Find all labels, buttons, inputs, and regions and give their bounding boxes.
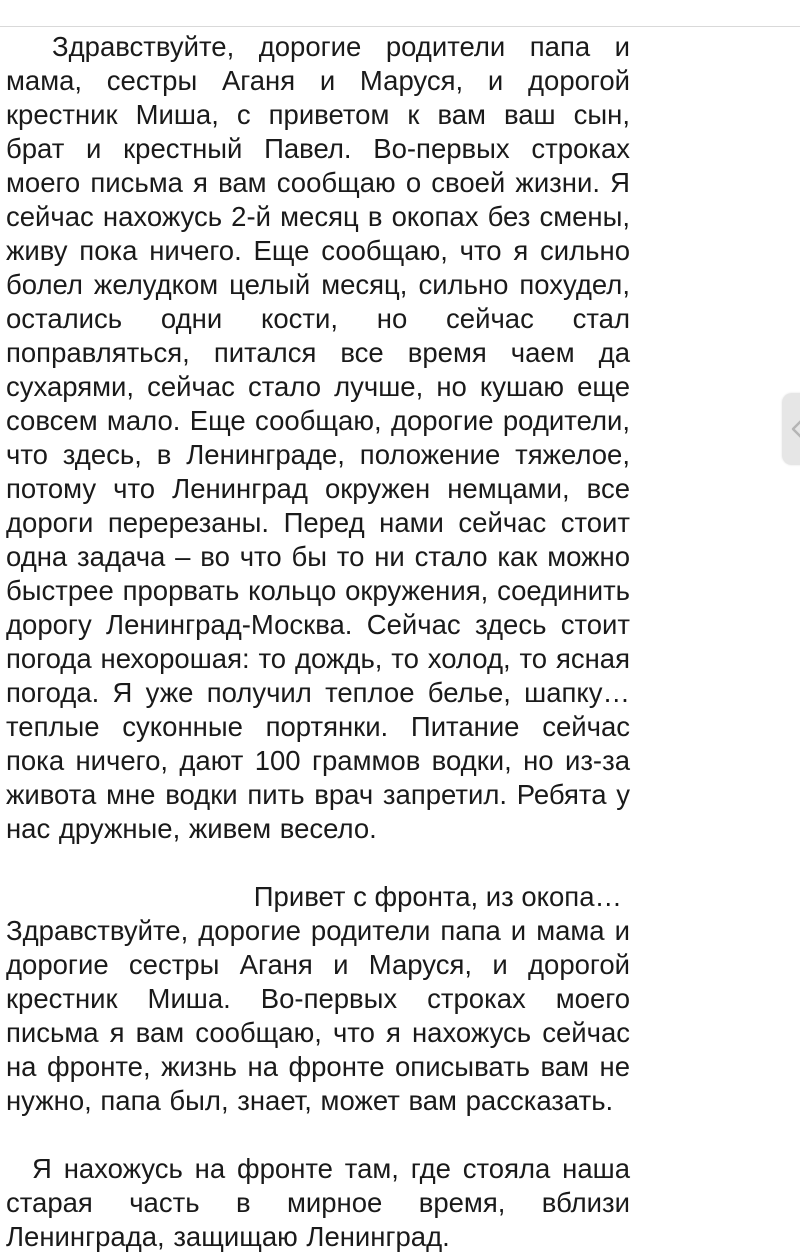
document-body bbox=[6, 30, 630, 1254]
side-panel-handle[interactable] bbox=[782, 393, 800, 465]
letter-paragraph-2: Здравствуйте, дорогие родители папа и мама и дорогие сестры Аганя и Маруся, и дорогой крестник Миша. Во-первых строках моего письма я вам сообщаю, что я нахожусь сейчас на фронте, жизнь на фронте описывать вам не нужно, папа был, знает, может вам рассказать. bbox=[6, 915, 630, 1116]
chevron-left-icon bbox=[790, 419, 800, 439]
top-divider bbox=[0, 26, 800, 27]
letter-greeting-heading: Привет с фронта, из окопа… bbox=[253, 881, 622, 912]
letter-paragraph-3: Я нахожусь на фронте там, где стояла наша старая часть в мирное время, вблизи Ленинграда, защищаю Ленинград. bbox=[6, 1153, 630, 1252]
letter-paragraph-1: Здравствуйте, дорогие родители папа и мама, сестры Аганя и Маруся, и дорогой крестник Миша, с приветом к вам ваш сын, брат и крестный Павел. Во-первых строках моего письма я вам сообщаю о своей жизни. Я сейчас нахожусь 2-й месяц в окопах без смены, живу пока ничего. Еще сообщаю, что я сильно болел желудком целый месяц, сильно похудел, остались одни кости, но сейчас стал поправляться, питался все время чаем да сухарями, сейчас стало лучше, но кушаю еще совсем мало. Еще сообщаю, дорогие родители, что здесь, в Ленинграде, положение тяжелое, потому что Ленинград окружен немцами, все дороги перерезаны. Перед нами сейчас стоит одна задача – во что бы то ни стало как можно быстрее прорвать кольцо окружения, соединить дорогу Ленинград-Москва. Сейчас здесь стоит погода нехорошая: то дождь, то холод, то ясная погода. Я уже получил теплое белье, шапку… теплые суконные портянки. Питание сейчас пока ничего, дают 100 граммов водки, но из-за живота мне водки пить врач запретил. Ребята у нас дружные, живем весело. bbox=[6, 31, 630, 844]
